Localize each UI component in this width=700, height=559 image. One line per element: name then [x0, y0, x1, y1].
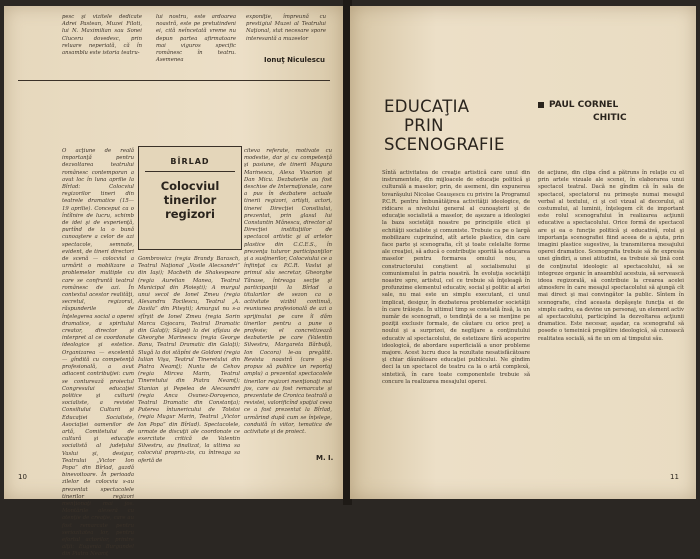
- article-col1: O acţiune de reală importanţă pentru dezvoltarea teatrului românesc contemporan a avut loc în luna aprilie la Bîrlad: Colocviul regizorilor tineri din teatrele dramatice (15—19 aprilie). Conceput ca o întîlnire de lucru, schimb de idei şi de experienţă, purtînd de la o bună cunoaştere a celor de azi spectacole, semnate, evident, de tineri directori de scenă — colocviul a urmărit o mobilizare a problemelor multiple cu care se confruntă teatrul românesc de azi. În contextul acestor realităţi, secretul, regizorul, răspunderile de înţelegerea social a operei dramatice, a spiritului creator, director şi interpret al ce coordonate ideologice şi estetice. Organizarea — excelentă — gîndită cu competenţă profesională, a avut adiacent contribuţiei: cum se conturează proiectul Congresului educaţiei politice şi culturii socialiste, a revistei Consiliului Culturii şi Educaţiei Socialiste, Asociaţiei oamenilor de artă, Comitetului de cultură şi educaţie socialistă al judeţului Vaslui şi, desigur, Teatrului „Victor Ion Popa” din Bîrlad, gazdă binevoitoare. În perioada zilelor de colocviu s-au prezentat spectacolele tinerilor regizori menţionaţi mai jos. Montările aleseră cu atenţie de creaţie, care au fost remarcate pentru seriozitatea lor, pentru efortul actorilor, printre alţii: Eugenia Burgundel din Piatra Neamţ: [62, 148, 134, 558]
- right-page-number: 11: [670, 473, 679, 481]
- article-col2: Gombrowicz (regia Brandy Barasch, Teatrul Naţional „Vasile Alecsandri” din Iaşi); Macbeth de Shakespeare (regia Aurelian Manea, Teatrul Municipal din Ploieşti); A murgul unui secol de Ionel Zmeu (regia Alexandru Tocilescu, Teatrul „A. Davila” din Piteşti); Amurgul nu s-a sfîrşit de Ionel Zmeu (regia Sorin Marcu Cojocaru, Teatrul Dramatic din Galaţi); Săgeţi la dei sfîşiau de Gheorghe Marinescu (regia George Banu, Teatrul Dramatic din Galaţi); Slugă la doi stăpîni de Goldoni (regia Iulian Vişa, Teatrul Tineretului din Piatra Neamţ); Nunta de Cehov (regia Mircea Marin, Teatrul Tineretului din Piatra Neamţ); Stanian şi Pepelea de Alecsandri (regia Anca Ovanez-Doroşenco, Teatrul Dramatic din Constanţa); Puterea întunericului de Tolstoi (regia Mugur Marin, Teatrul „Victor Ion Popa” din Bîrlad). Spectacolele, urmate de discuţii ale coordonate ce exercitate critică de Valentin Silvestru, au finalizat, la ultima sa colocviul propriu-zis, cu întreaga sa ofertă de: [138, 256, 240, 464]
- top-signature: Ionuţ Niculescu: [264, 56, 326, 64]
- right-col2: de acţiune, din clipa cînd a pătruns în relaţie cu el prin artele vizuale ale scenei, în elaborarea unui spectacol teatral. Dacă ne gîndim că în sala de spectacol, spectatorul nu primeşte numai mesajul verbal al textului, ci şi cel vizual al decorului, al costumului, al luminii, înţelegem cît de important este rolul scenografului în realizarea acţiunii educative a spectacolului. Orice formă de spectacol are şi ea o funcţie politică şi educativă, rolul şi importanţa scenografiei fiind aceea de a ajuta, prin imagini plastice sugestive, la transmiterea mesajului operei dramatice. Scenografia trebuie să fie expresia unei gîndiri, a unei atitudini, ea trebuie să ţină cont de conţinutul ideologic al spectacolului, să se integreze organic în ansamblul acestuia, să servească ideea regizorală, să contribuie la crearea acelei atmosfere în care mesajul spectacolului să ajungă cît mai direct şi mai convingător la public. Sîntem în scenografie, cînd aceasta depăşeşte funcţia ei de simplu cadru, ea devine un personaj, un element activ al spectacolului, participînd la dezvoltarea acţiunii dramatice. Este necesar, aşadar, ca scenograful să posede o temeinică pregătire ideologică, să cunoască realitatea socială, să fie un om al timpului său.: [538, 170, 684, 342]
- birlad-kicker: BÎRLAD: [170, 157, 210, 166]
- title-line-1: EDUCAŢIA: [384, 97, 470, 116]
- top-divider: [18, 80, 330, 81]
- byline-square-icon: [538, 102, 544, 108]
- author-line-2: CHITIC: [593, 113, 627, 123]
- author-line-1: PAUL CORNEL: [549, 100, 619, 110]
- left-page-number: 10: [18, 473, 27, 481]
- birlad-headline-box: [138, 146, 242, 250]
- title-line-3: SCENOGRAFIE: [384, 135, 505, 154]
- birlad-title: Colocviul tinerilor regizori: [160, 179, 220, 221]
- article-title: [384, 97, 534, 154]
- title-line-2: PRIN: [404, 116, 444, 135]
- left-top-col3: exponiţie, împreună cu prestigiul Muzei al Teatrului Naţional, stat necesare spore interesantă a muzeelor: [246, 14, 326, 42]
- col3-signature: M. I.: [316, 454, 334, 462]
- author-byline: [538, 99, 668, 125]
- birlad-divider: [145, 171, 235, 172]
- right-col1: Sîntă activitatea de creaţie artistică care unul din instrumentele, din mijloacele de educaţie politică şi culturală a maselor; prin, de asemeni, din expunerea tovarăşului Nicolae Ceauşescu cu privire la Programul P.C.R. pentru îmbunătăţirea activităţii ideologice, de ridicare a nivelului general al cunoaşterii şi de educaţie socialistă a maselor, de aşezare a ideologiei la baza societăţii noastre pe principiile eticii şi echităţii socialiste şi comuniste. Trebuie ca pe o largă mobilizare cuprinzînd, atît artele plastice, din care face parte şi scenografia, cît şi toate celelalte forme ale creaţiei, să aducă o contribuţie sporită la educarea maselor pentru formarea omului nou, a constructorului conştient al socialismului şi comunismului în patria noastră. În evoluţia societăţii noastre spre, artistul, cel ce trebuie să înţeleagă în profunzime elementul educativ, social şi politic al artei sale, nu mai este un simplu executant, ci unul implicat, desigur, în dezbaterea problemelor societăţii în care trăieşte. În ultimul timp se constată însă, la un număr de scenografi, o tendinţă de a se menţine pe poziţii exclusiv formale, de căutare cu orice preţ a noului şi a surprizei, de neglijare a conţinutului educativ al spectacolului, de estetizare fără acoperire ideologică, de abordare superficială a unor probleme majore. Acest lucru duce la rezultate nesatisfăcătoare şi chiar dăunătoare educaţiei publicului. Ne gîndim deci la un spectacol de teatru ca la o artă complexă, sintetică, în care toate componentele trebuie să concure la realizarea mesajului operei.: [382, 170, 530, 385]
- article-col3: citeva referate, motivate cu modestie, dar şi cu competenţă şi pasiune, de tinerii Mugura Marinescu, Alexa Visarion şi Dan Micu. Dezbaterile au fost deschise de Internaţionale, care a pus în dezbatere actuale tinerii regizori, artişti, actori, tinerei Direcţiei Consiliului, prezentat, prin glasul lui Constantin Mănescu, director al Direcţiei instituţiilor de spectacol artistic şi al artelor plastice din C.C.E.S., în prezenţa tuturor participanţilor şi a susţinerilor, Colocviului ce a înfiinţat cu P.C.R. Vaslui şi primul său secretar, Gheorghe Tănase, întreaga secţie şi participanţii la Bîrlad a titularilor de sezon ca o activitate vizibil continuă, reuniunea profesională de azi a sprijinului pe care îl dăm tinerilor pentru a pune o profesie; el concretizează dezbaterile pe care (Valentin Silvestru, Margareta Bărbuţă, Ion Cocora) le-au pregătit. Revista noastră (care şi-a propus să publice un reportaj amplu) a prezentat spectacolele tinerilor regizori menţionaţi mai jos, care au fost remarcate și prezentate de Cronica teatrală a revistei, valorificînd spaţial ceea ce a fost prezentat la Bîrlad, urmărind după cum se înţelege, conduită în viitor, tematica de activitate și de proiect.: [244, 148, 332, 435]
- left-top-col1: pesc şi vizitele dedicate Adrei Pastean, Muzei Filoti, lui N. Maximilian sau Sonei Cluceru dovedesc, prin reluare neperiată, că în ansamblu este istoria teatru-: [62, 14, 142, 57]
- left-top-col2: lui nostru, este ardoarea noastră, este pe pretutindeni ei, cită neîncetată vreme nu depun partea afirmatoare mai viguros specific românesc în teatru. Asemenea: [156, 14, 236, 64]
- left-page: [4, 6, 344, 558]
